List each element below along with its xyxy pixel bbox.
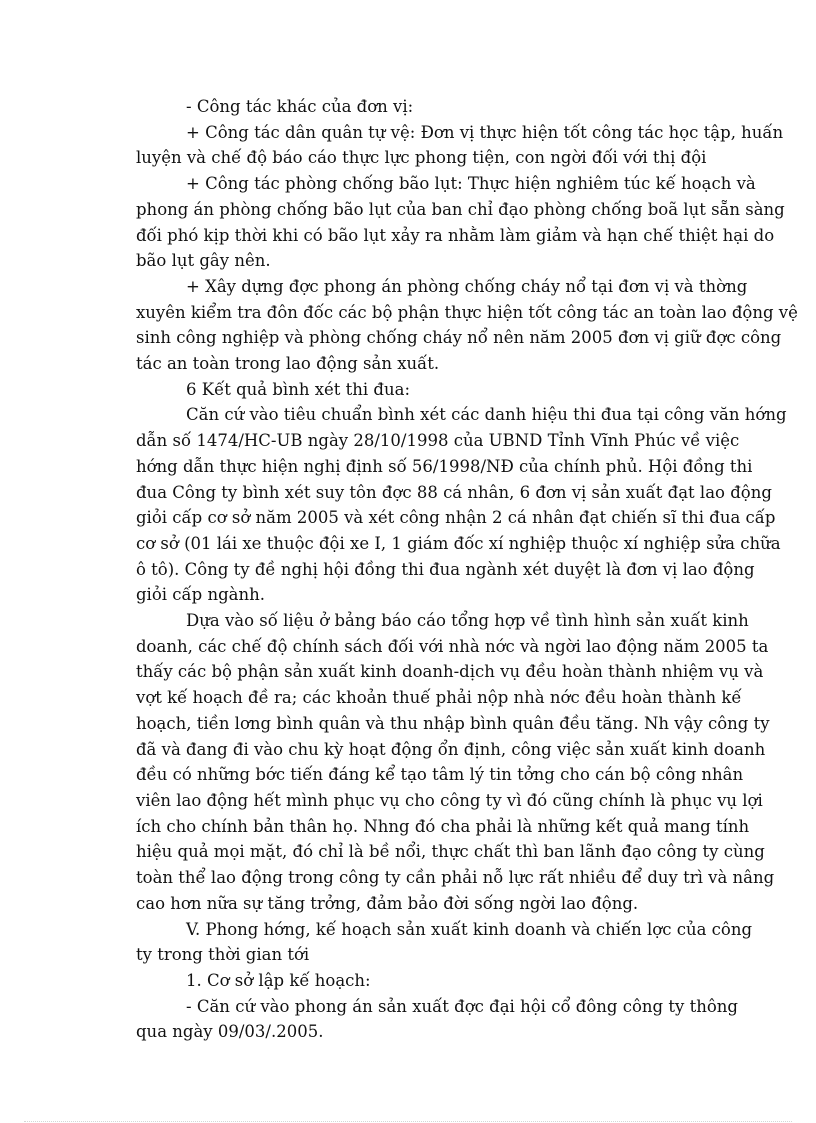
text-line: đều có những bớc tiến đáng kể tạo tâm lý tin tởng cho cán bộ công nhân xyxy=(136,765,744,785)
text-line: + Công tác phòng chống bão lụt: Thực hiện nghiêm túc kế hoạch và xyxy=(186,174,756,194)
text-line: cao hơn nữa sự tăng trởng, đảm bảo đời sống ngời lao động. xyxy=(136,893,639,913)
text-line: xuyên kiểm tra đôn đốc các bộ phận thực hiện tốt công tác an toàn lao động vệ xyxy=(136,302,798,322)
text-line: dẫn số 1474/HC-UB ngày 28/10/1998 của UBND Tỉnh Vĩnh Phúc về việc xyxy=(136,431,740,451)
text-line: ô tô). Công ty đề nghị hội đồng thi đua ngành xét duyệt là đơn vị lao động xyxy=(136,559,755,579)
text-line: toàn thể lao động trong công ty cần phải nỗ lực rất nhiều để duy trì và nâng xyxy=(136,868,775,888)
text-line: 1. Cơ sở lập kế hoạch: xyxy=(186,970,371,990)
paragraph-p7 xyxy=(136,608,775,916)
document-page xyxy=(136,94,798,1045)
text-line: 6 Kết quả bình xét thi đua: xyxy=(186,379,411,399)
text-line: ích cho chính bản thân họ. Nhng đó cha phải là những kết quả mang tính xyxy=(136,816,750,836)
text-line: sinh công nghiệp và phòng chống cháy nổ nên năm 2005 đơn vị giữ đợc công xyxy=(136,328,782,348)
text-line: phong án phòng chống bão lụt của ban chỉ đạo phòng chống boã lụt sẵn sàng xyxy=(136,199,785,219)
paragraph-p8 xyxy=(136,917,753,968)
text-line: qua ngày 09/03/.2005. xyxy=(136,1022,324,1042)
text-line: đối phó kịp thời khi có bão lụt xảy ra nhằm làm giảm và hạn chế thiệt hại do xyxy=(136,225,775,245)
text-line: + Công tác dân quân tự vệ: Đơn vị thực hiện tốt công tác học tập, huấn xyxy=(186,122,784,142)
text-line: giỏi cấp cơ sở năm 2005 và xét công nhận 2 cá nhân đạt chiến sĩ thi đua cấp xyxy=(136,508,776,528)
text-line: giỏi cấp ngành. xyxy=(136,585,265,605)
text-line: viên lao động hết mình phục vụ cho công ty vì đó cũng chính là phục vụ lợi xyxy=(136,790,763,810)
paragraph-p5 xyxy=(136,377,738,403)
paragraph-p10 xyxy=(136,994,738,1045)
text-line: đua Công ty bình xét suy tôn đợc 88 cá nhân, 6 đơn vị sản xuất đạt lao động xyxy=(136,482,772,502)
text-line: V. Phong hớng, kế hoạch sản xuất kinh doanh và chiến lợc của công xyxy=(186,919,753,939)
text-line: + Xây dựng đợc phong án phòng chống cháy nổ tại đơn vị và thờng xyxy=(186,276,748,296)
paragraph-p6 xyxy=(136,402,787,608)
text-line: Căn cứ vào tiêu chuẩn bình xét các danh hiệu thi đua tại công văn hớng xyxy=(186,405,787,425)
text-line: - Công tác khác của đơn vị: xyxy=(186,97,414,116)
text-line: bão lụt gây nên. xyxy=(136,251,271,271)
text-line: cơ sở (01 lái xe thuộc đội xe I, 1 giám đốc xí nghiệp thuộc xí nghiệp sửa chữa xyxy=(136,533,781,553)
text-line: hiệu quả mọi mặt, đó chỉ là bề nổi, thực chất thì ban lãnh đạo công ty cùng xyxy=(136,842,765,862)
text-line: tác an toàn trong lao động sản xuất. xyxy=(136,354,440,374)
text-line: luyện và chế độ báo cáo thực lực phong tiện, con ngời đối với thị đội xyxy=(136,148,707,168)
text-line: đã và đang đi vào chu kỳ hoạt động ổn định, công việc sản xuất kinh doanh xyxy=(136,739,766,759)
text-line: hớng dẫn thực hiện nghị định số 56/1998/NĐ của chính phủ. Hội đồng thi xyxy=(136,456,753,476)
text-line: vợt kế hoạch đề ra; các khoản thuế phải nộp nhà nớc đều hoàn thành kế xyxy=(136,688,742,708)
paragraph-p1 xyxy=(136,94,738,120)
text-line: - Căn cứ vào phong án sản xuất đợc đại hội cổ đông công ty thông xyxy=(186,996,738,1016)
paragraph-p3 xyxy=(136,171,785,274)
text-line: doanh, các chế độ chính sách đối với nhà nớc và ngời lao động năm 2005 ta xyxy=(136,636,769,656)
paragraph-p4 xyxy=(136,274,798,377)
text-line: hoạch, tiền lơng bình quân và thu nhập bình quân đều tăng. Nh vậy công ty xyxy=(136,713,770,733)
page-bottom-dotted-rule xyxy=(24,1121,792,1122)
paragraph-p2 xyxy=(136,120,784,171)
text-line: thấy các bộ phận sản xuất kinh doanh-dịch vụ đều hoàn thành nhiệm vụ và xyxy=(136,662,764,682)
paragraph-p9 xyxy=(136,968,738,994)
text-line: ty trong thời gian tới xyxy=(136,945,310,965)
text-line: Dựa vào số liệu ở bảng báo cáo tổng hợp về tình hình sản xuất kinh xyxy=(186,611,749,631)
